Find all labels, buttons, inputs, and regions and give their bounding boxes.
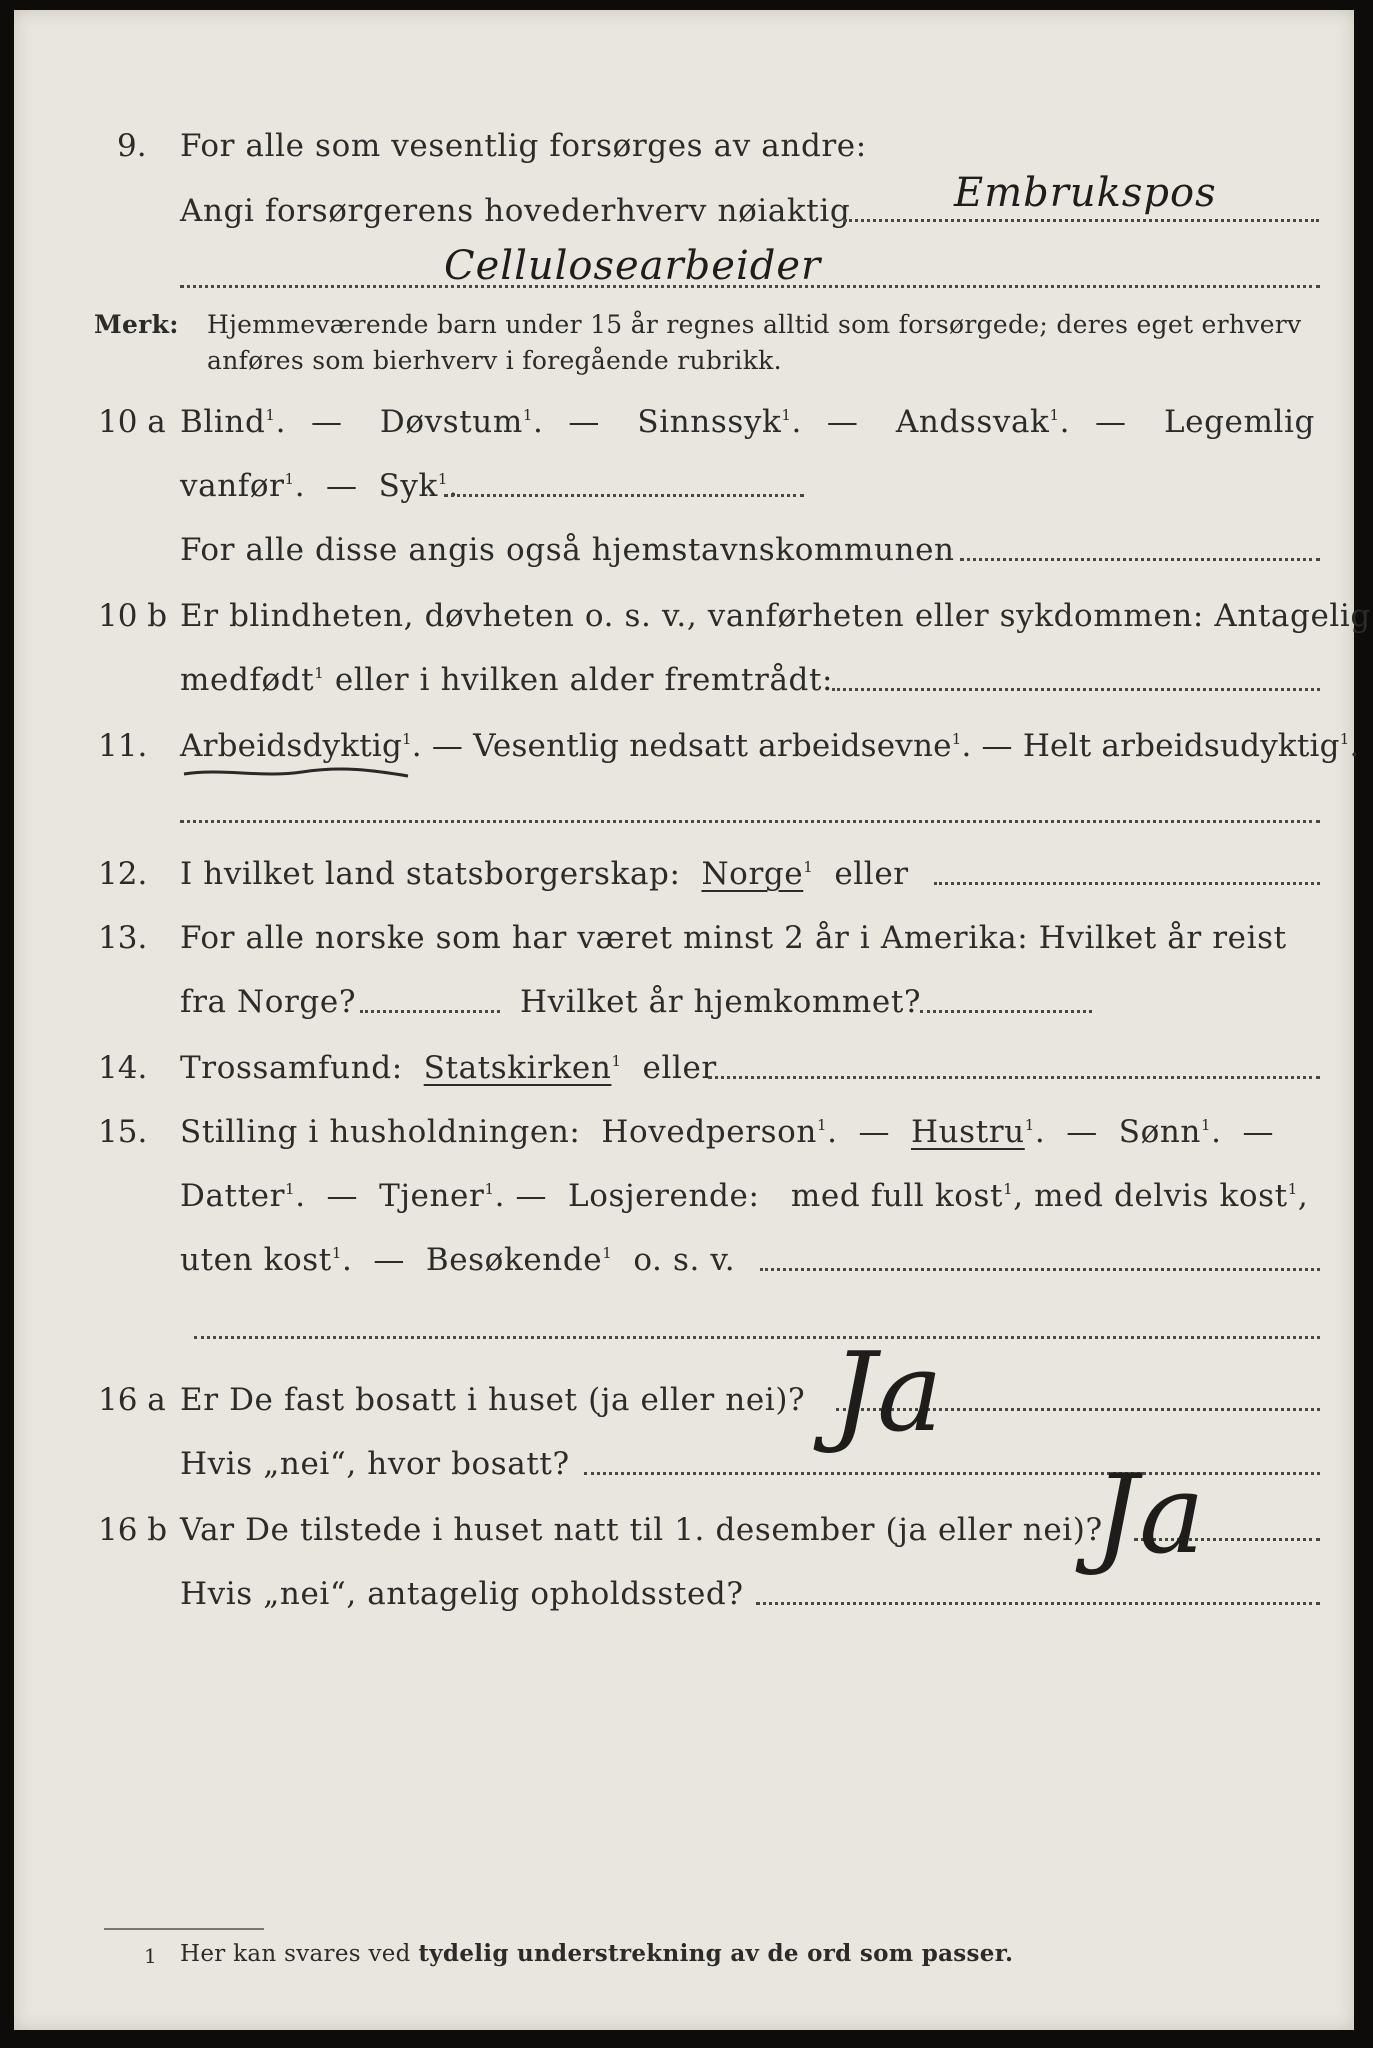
merk-line2: anføres som bierhverv i foregående rubrikk. [207,346,782,375]
q10a-line1: Blind$^1$. — Døvstum$^1$. — Sinnssyk$^1$. — Andssvak$^1$. — Legemlig [180,404,1315,440]
q16b-line2: Hvis „nei“, antagelig opholdssted? [180,1576,744,1612]
q10a-number: 10 a [98,404,166,440]
opt-legemlig: Legemlig [1163,404,1315,440]
q14-text: Trossamfund: [180,1050,403,1086]
q12-line: I hvilket land statsborgerskap: Norge$^1$ eller [180,856,909,892]
q13-line2b: Hvilket år hjemkommet? [520,984,922,1020]
merk-label: Merk: [94,310,179,339]
opt-statskirken: Statskirken [423,1050,612,1086]
opt-tjener: Tjener [379,1178,485,1214]
opt-datter: Datter [180,1178,286,1214]
q16b-line1: Var De tilstede i huset natt til 1. desember (ja eller nei)? [180,1512,1103,1548]
q9-number: 9. [117,128,147,164]
opt-sonn: Sønn [1118,1114,1201,1150]
q13-hjemkommet-line [920,1010,1092,1013]
q10b-line1: Er blindheten, døvheten o. s. v., vanførheten eller sykdommen: Antagelig [180,598,1371,634]
q11-number: 11. [98,728,148,764]
q10a-line3: For alle disse angis også hjemstavnskommunen [180,532,955,568]
q16b-opholdssted-line [756,1602,1320,1605]
opt-medfodt: medfødt [180,662,315,698]
q10a-answer-line [444,494,804,497]
footnote-marker: 1 [144,1944,158,1968]
opt-med-full-kost: med full kost [790,1178,1004,1214]
q16a-line1: Er De fast bosatt i huset (ja eller nei)? [180,1382,806,1418]
q16a-handwritten-ja: Ja [832,1328,944,1456]
q13-reist-line [360,1010,500,1013]
q11-answer-line [180,820,1320,823]
q13-number: 13. [98,920,148,956]
q16a-bosatt-line [584,1472,1320,1475]
opt-blind: Blind [180,404,266,440]
q14-number: 14. [98,1050,148,1086]
q10b-alder: eller i hvilken alder fremtrådt: [334,662,834,698]
opt-udyktig: Helt arbeidsudyktig [1022,728,1340,764]
q10b-number: 10 b [98,598,168,634]
q10b-answer-line [832,688,1320,691]
q16a-line2: Hvis „nei“, hvor bosatt? [180,1446,570,1482]
merk-line1: Hjemmeværende barn under 15 år regnes alltid som forsørgede; deres eget erhverv [207,310,1302,339]
opt-losjerende: Losjerende: [568,1178,760,1214]
q15-line3: uten kost$^1$. — Besøkende$^1$ o. s. v. [180,1242,736,1278]
opt-vanfor: vanfør [180,468,285,504]
opt-norge: Norge [701,856,804,892]
q14-line: Trossamfund: Statskirken$^1$ eller [180,1050,717,1086]
q12-eller: eller [834,856,909,892]
q13-line1: For alle norske som har været minst 2 år i Amerika: Hvilket år reist [180,920,1287,956]
q16b-number: 16 b [98,1512,168,1548]
opt-med-delvis-kost: med delvis kost [1034,1178,1288,1214]
opt-nedsatt: Vesentlig nedsatt arbeidsevne [473,728,952,764]
q15-number: 15. [98,1114,148,1150]
q9-line1: For alle som vesentlig forsørges av andre: [180,128,867,164]
opt-sinnssyk: Sinnssyk [637,404,782,440]
q15-extra-line [194,1336,1320,1339]
q15-line2: Datter$^1$. — Tjener$^1$. — Losjerende: med full kost$^1$, med delvis kost$^1$, [180,1178,1309,1214]
q11-line: Arbeidsdyktig$^1$. — Vesentlig nedsatt arbeidsevne$^1$. — Helt arbeidsudyktig$^1$. [180,728,1360,764]
opt-hustru: Hustru [910,1114,1025,1150]
q15-line1: Stilling i husholdningen: Hovedperson$^1$. — Hustru$^1$. — Sønn$^1$. — [180,1114,1275,1150]
q15-text: Stilling i husholdningen: [180,1114,581,1150]
q14-eller: eller [642,1050,717,1086]
q14-answer-line [708,1076,1320,1079]
q12-answer-line [934,882,1320,885]
q13-line2a: fra Norge? [180,984,357,1020]
opt-hovedperson: Hovedperson [601,1114,817,1150]
q10a-hjemstavn-line [960,558,1320,561]
q9-answer-line1 [844,219,1319,222]
opt-andssvak: Andssvak [895,404,1050,440]
census-form-page [14,10,1371,2030]
q15-osv: o. s. v. [633,1242,736,1278]
opt-besokende: Besøkende [425,1242,603,1278]
q9-handwritten-answer1: Embrukspos [954,170,1217,216]
q16a-number: 16 a [98,1382,166,1418]
q15-answer-line [760,1268,1320,1271]
q12-number: 12. [98,856,148,892]
q11-handwritten-underline [182,766,412,782]
opt-uten-kost: uten kost [180,1242,332,1278]
q12-text: I hvilket land statsborgerskap: [180,856,681,892]
opt-dovstum: Døvstum [379,404,523,440]
q10b-line2: medfødt$^1$ eller i hvilken alder fremtrådt: [180,662,834,698]
q10a-line2: vanfør$^1$. — Syk$^1$. [180,468,459,504]
q9-handwritten-answer2: Cellulosearbeider [444,243,822,289]
q9-line2: Angi forsørgerens hovederhverv nøiaktig [180,193,851,229]
footnote-rule [104,1928,264,1930]
footnote-text-a: Her kan svares ved [180,1941,411,1967]
footnote-text-b: tydelig understrekning av de ord som passer. [418,1940,1014,1967]
opt-arbeidsdyktig: Arbeidsdyktig [180,728,403,764]
q16b-handwritten-ja: Ja [1094,1450,1206,1578]
q9-answer-line2 [180,285,1320,288]
footnote-text [180,1940,1013,1967]
opt-syk: Syk [378,468,438,504]
